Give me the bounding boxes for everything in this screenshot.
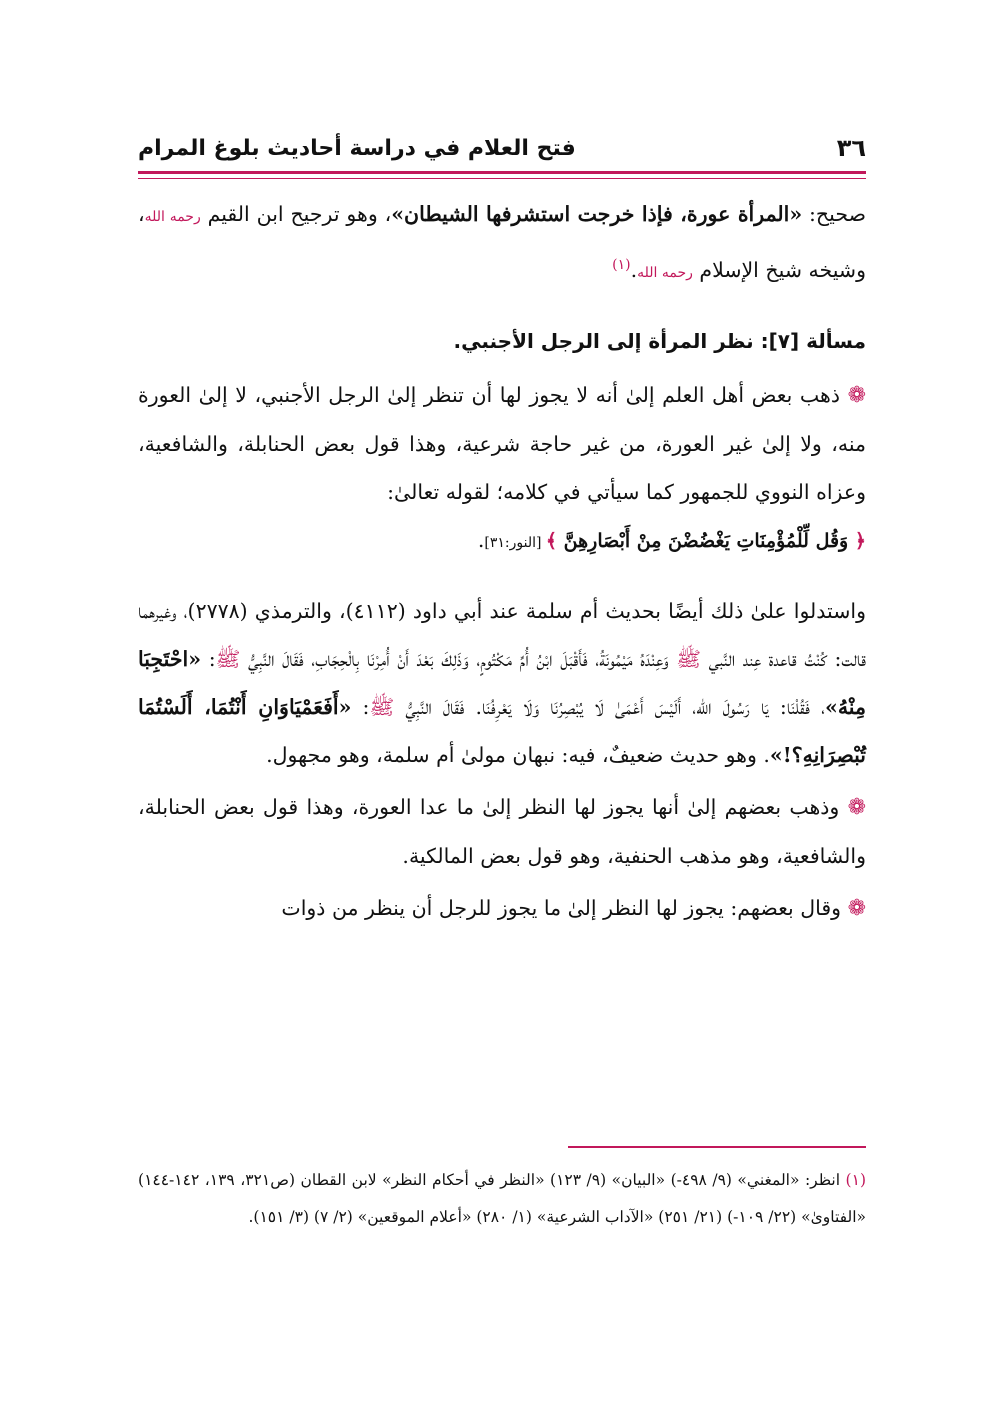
honorific-glyph: رحمه الله xyxy=(144,209,201,225)
footnote-separator xyxy=(568,1146,866,1148)
verse-reference: [النور:٣١] xyxy=(484,534,546,551)
honorific-glyph: رحمه الله xyxy=(637,264,693,281)
flower-bullet-icon: ❁ xyxy=(847,382,866,408)
ornate-bracket-close: ﴾ xyxy=(545,529,558,552)
text-segment: ، وهو ترجيح ابن القيم xyxy=(200,202,392,226)
running-title: فتح العلام في دراسة أحاديث بلوغ المرام xyxy=(138,135,576,161)
page-header xyxy=(138,128,866,168)
text-segment: : xyxy=(201,646,216,671)
quran-verse xyxy=(546,530,866,552)
paragraph-text: ذهب بعض أهل العلم إلىٰ أنه لا يجوز لها أن تنظر إلىٰ الرجل الأجنبي، لا إلىٰ العورة منه، ولا إلىٰ غير العورة، من غير حاجة شرعية، وهذا قول بعض الحنابلة، والشافعية، وعزاه النووي للجمهور كما سيأتي في كلامه؛ لقوله تعالىٰ: xyxy=(138,382,866,504)
footnote-text: انظر: «المغني» (٩/ ٤٩٨-) «البيان» (٩/ ١٢٣) «النظر في أحكام النظر» لابن القطان (ص٣٢١، ١٣٩، ١٤٢-١٤٤) «الفتاوىٰ» (٢٢/ ١٠٩-) (٢١/ ٢٥١) «الآداب الشرعية» (١/ ٢٨٠) «أعلام الموقعين» (٢/ ٧) (٣/ ١٥١). xyxy=(138,1171,866,1226)
text-segment: وَعِنْدَهُ مَيْمُونَةُ، فَأَقْبَلَ ابْنُ أُمِّ مَكْتُومٍ، وَذَلِكَ بَعْدَ أَنْ أُمِرْنَا بِالْحِجَابِ، فَقَالَ النَّبِيُّ xyxy=(240,646,677,671)
paragraph-4 xyxy=(138,884,866,933)
salawat-glyph: ﷺ xyxy=(215,646,241,671)
salawat-glyph: ﷺ xyxy=(369,694,395,719)
text-segment: ، فَقُلْنَا: يَا رَسُولَ الله، أَلَيْسَ أَعْمَىٰ لَا يُبْصِرُنَا وَلَا يَعْرِفُنَا. فَقَالَ النَّبِيُّ xyxy=(394,694,825,719)
heading-label: مسألة [٧]: xyxy=(760,328,866,353)
footnote-reference[interactable]: (١) xyxy=(612,257,631,273)
text-segment: . وهو حديث ضعيفٌ، فيه: نبهان مولىٰ أم سلمة، وهو مجهول. xyxy=(266,742,770,767)
paragraph-1 xyxy=(138,371,866,567)
text-segment: : xyxy=(351,694,370,719)
flower-bullet-icon: ❁ xyxy=(847,895,866,921)
hadith-quote: «المرأة عورة، فإذا خرجت استشرفها الشيطان» xyxy=(391,202,803,226)
paragraph-text: وقال بعضهم: يجوز لها النظر إلىٰ ما يجوز للرجل أن ينظر من ذوات xyxy=(281,895,848,920)
salawat-glyph: ﷺ xyxy=(676,646,702,671)
page-number: ٣٦ xyxy=(836,134,866,162)
section-heading xyxy=(138,317,866,365)
paragraph-2 xyxy=(138,587,866,779)
flower-bullet-icon: ❁ xyxy=(847,794,866,820)
text-segment: . xyxy=(477,527,485,552)
hadith-quote: «أَفَعَمْيَاوَانِ أَنْتُمَا، أَلَسْتُمَا تُبْصِرَانِهِ؟!» xyxy=(138,694,866,767)
page-body xyxy=(138,190,866,933)
top-paragraph xyxy=(138,190,866,297)
verse-text: وَقُل لِّلْمُؤْمِنَاتِ يَغْضُضْنَ مِنْ أَبْصَارِهِنَّ xyxy=(557,529,855,552)
footnote xyxy=(138,1162,866,1236)
header-rule-thin xyxy=(138,178,866,179)
paragraph-text: وذهب بعضهم إلىٰ أنها يجوز لها النظر إلىٰ ما عدا العورة، وهذا قول بعض الحنابلة، والشافعية، وهو مذهب الحنفية، وهو قول بعض المالكية. xyxy=(138,794,866,868)
grading-prefix: صحيح: xyxy=(802,202,866,226)
heading-title: نظر المرأة إلى الرجل الأجنبي. xyxy=(453,328,761,353)
paragraph-3 xyxy=(138,783,866,880)
header-rule-thick xyxy=(138,171,866,174)
ornate-bracket-open: ﴿ xyxy=(854,529,866,552)
text-segment: ، وشيخه شيخ الإسلام xyxy=(138,202,866,282)
footnote-number: (١) xyxy=(845,1171,866,1189)
text-segment: واستدلوا علىٰ ذلك أيضًا بحديث أم سلمة عند أبي داود (٤١١٢)، والترمذي (٢٧٧٨)، وغيرهما قالت: كُنْتُ قاعدة عِند النَّبي xyxy=(138,598,867,671)
text-segment: . xyxy=(630,257,638,282)
hadith-quote: «احْتَجِبَا مِنْهُ» xyxy=(138,646,866,719)
